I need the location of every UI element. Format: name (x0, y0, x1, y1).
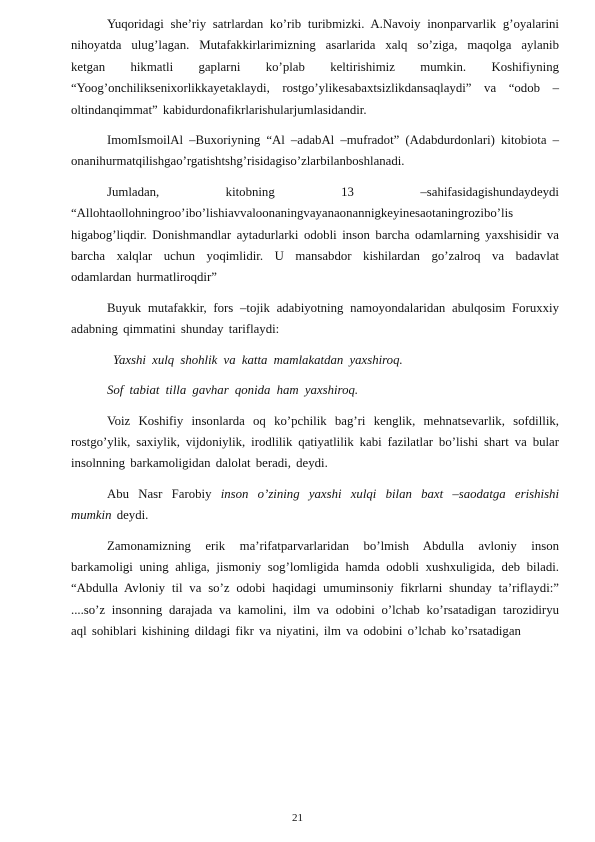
paragraph-avloniy: Zamonamizning erik ma’rifatparvarlaridan bo’lmish Abdulla avloniy inson barkamoligi uning ahliga, jismoniy sog’lomligida hamda odobli xushxuligida, deb biladi. “Abdulla Avloniy til va so’z odobi haqidagi umuminsoniy fikrlarni shunday ta’riflaydi:” ....so’z insonning darajada va kamolini, ilm va odobini o’lchab ko’rsatadigan tarozidiryu aql sohiblari kishining dildagi fikr va niyatini, ilm va odobini o’lchab ko’rsatadigan (71, 538, 559, 639)
farobiy-quote: inson o’zining yaxshi xulqi bilan baxt –saodatga erishishi mumkin (71, 486, 559, 523)
paragraph-foruxxiy: Buyuk mutafakkir, fors –tojik adabiyotning namoyondalaridan abulqosim Foruxxiy adabning qimmatini shunday tariflaydi: (71, 300, 559, 337)
verse-line-1: Yaxshi xulq shohlik va katta mamlakatdan yaxshiroq. (113, 352, 403, 367)
farobiy-start: Abu Nasr Farobiy (107, 486, 221, 501)
paragraph-voiz: Voiz Koshifiy insonlarda oq ko’pchilik bag’ri kenglik, mehnatsevarlik, sofdillik, rostgo’ylik, saxiylik, vijdoniylik, irodlilik qatiyatlilik kabi fazilatlar bo’lishi shart va bular insolnning barkamoligidan dalolat beradi, deydi. (71, 413, 559, 471)
farobiy-end: deydi. (111, 508, 149, 523)
paragraph-buxoriy: ImomIsmoilAl –Buxoriyning “Al –adabAl –mufradot” (Adabdurdonlari) kitobiota –onanihurmatqilishgao’rgatishtshg’risidagiso’zlarbilanboshlanadi. (71, 133, 559, 169)
paragraph-farobiy (71, 484, 559, 527)
page-number: 21 (292, 812, 303, 824)
page-body (71, 14, 559, 652)
paragraph-navoiy: Yuqoridagi she’riy satrlardan ko’rib turibmizki. A.Navoiy inonparvarlik g’oyalarini nihoyatda ulug’lagan. Mutafakkirlarimizning asarlarida xalq so’ziga, maqolga aylanib ketgan hikmatli gaplarni ko’plab keltirishimiz mumkin. Koshifiyning “Yoog’onchiliksenixorlikkayetaklaydi, rostgo’ylikesabaxtsizlikdansaqlaydi” va “odob –oltindanqimmat” kabidurdonafikrlarishularjumlasidandir. (71, 17, 559, 117)
verse-line-2: Sof tabiat tilla gavhar qonida ham yaxshiroq. (107, 383, 359, 398)
paragraph-quote: Jumladan, kitobning 13 –sahifasidagishundaydeydi “Allohtaollohningroo’ibo’lishiavvaloonaningvayanaonannigkeyinesaotaningrozibo’lis higabog’liqdir. Donishmandlar aytadurlarki odobli inson barcha odamlarning yaxshisidir va barcha xalqlar uchun yoqimlidir. U mansabdor kishilardan go’zalroq va badavlat odamlardan hurmatliroqdir” (71, 184, 559, 285)
